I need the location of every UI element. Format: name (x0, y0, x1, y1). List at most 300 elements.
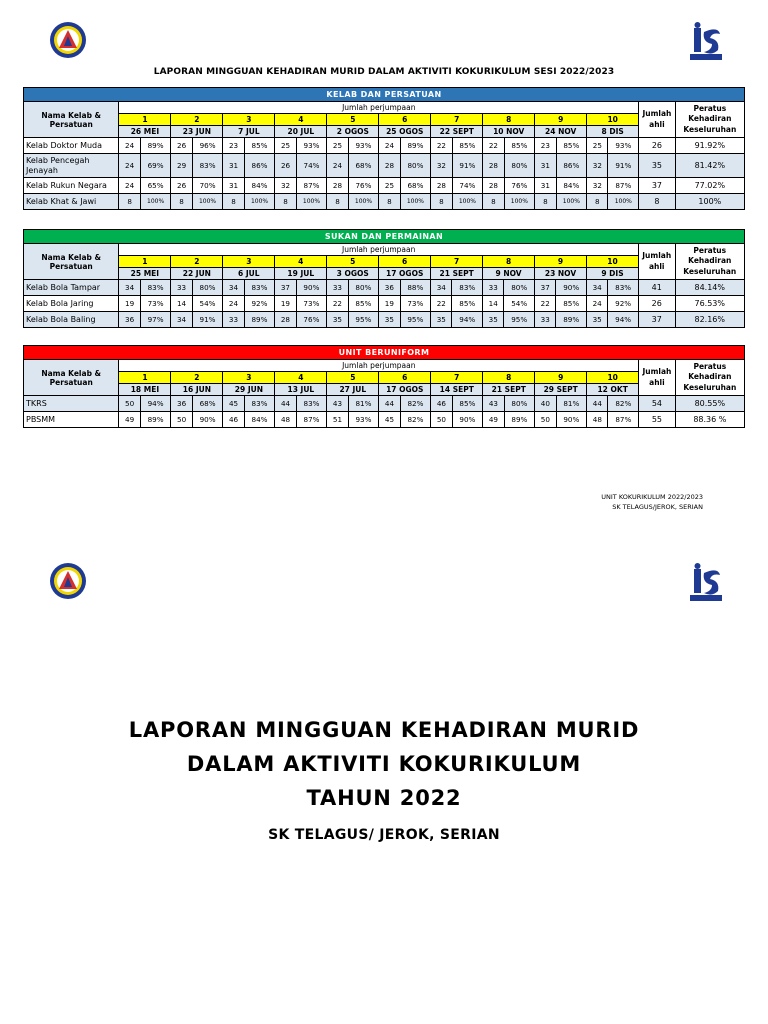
attendance-percent: 95% (348, 312, 379, 328)
attendance-count: 8 (223, 194, 244, 210)
cover-title (0, 713, 768, 815)
meeting-date: 16 JUN (171, 384, 223, 396)
attendance-count: 51 (327, 412, 348, 428)
attendance-percent: 92% (244, 296, 275, 312)
attendance-table (23, 229, 745, 328)
attendance-count: 43 (483, 396, 504, 412)
overall-percent: 100% (675, 194, 744, 210)
attendance-count: 34 (587, 280, 608, 296)
attendance-count: 8 (327, 194, 348, 210)
attendance-percent: 65% (140, 178, 171, 194)
member-count: 26 (639, 138, 676, 154)
attendance-percent: 93% (296, 138, 327, 154)
week-number: 3 (223, 256, 275, 268)
attendance-percent: 80% (504, 154, 535, 178)
week-number: 2 (171, 256, 223, 268)
attendance-count: 50 (431, 412, 452, 428)
overall-percent: 82.16% (675, 312, 745, 328)
attendance-percent: 85% (556, 296, 587, 312)
week-number: 2 (171, 114, 223, 126)
week-number: 8 (483, 372, 535, 384)
attendance-count: 8 (119, 194, 140, 210)
attendance-percent: 84% (244, 178, 275, 194)
attendance-percent: 100% (244, 194, 275, 210)
attendance-percent: 92% (608, 296, 639, 312)
overall-percent: 91.92% (675, 138, 744, 154)
attendance-count: 34 (431, 280, 452, 296)
attendance-percent: 87% (608, 412, 639, 428)
attendance-count: 48 (275, 412, 296, 428)
attendance-percent: 90% (296, 280, 327, 296)
week-number: 5 (327, 256, 379, 268)
attendance-count: 45 (223, 396, 244, 412)
attendance-count: 24 (379, 138, 400, 154)
attendance-count: 8 (171, 194, 192, 210)
meeting-date: 21 SEPT (483, 384, 535, 396)
attendance-percent: 54% (504, 296, 535, 312)
week-number: 1 (119, 372, 171, 384)
attendance-percent: 93% (348, 138, 379, 154)
attendance-count: 26 (171, 138, 192, 154)
attendance-percent: 88% (400, 280, 431, 296)
attendance-percent: 94% (608, 312, 639, 328)
attendance-percent: 85% (348, 296, 379, 312)
member-count: 41 (638, 280, 675, 296)
attendance-count: 24 (119, 178, 140, 194)
meeting-date: 23 JUN (171, 126, 223, 138)
attendance-count: 14 (171, 296, 192, 312)
meeting-date: 27 JUL (327, 384, 379, 396)
attendance-count: 35 (483, 312, 504, 328)
attendance-percent: 73% (296, 296, 327, 312)
member-count: 37 (638, 312, 675, 328)
attendance-percent: 68% (192, 396, 223, 412)
attendance-percent: 100% (400, 194, 431, 210)
club-name: Kelab Bola Tampar (24, 280, 119, 296)
attendance-count: 44 (587, 396, 608, 412)
week-number: 7 (431, 372, 483, 384)
meeting-date: 7 JUL (223, 126, 275, 138)
attendance-percent: 83% (244, 280, 275, 296)
meeting-date: 8 DIS (587, 126, 639, 138)
attendance-count: 28 (327, 178, 348, 194)
attendance-count: 29 (171, 154, 192, 178)
attendance-count: 22 (431, 296, 452, 312)
attendance-count: 43 (327, 396, 348, 412)
attendance-percent: 80% (192, 280, 223, 296)
attendance-count: 24 (223, 296, 244, 312)
week-number: 9 (535, 114, 587, 126)
week-number: 1 (119, 256, 171, 268)
attendance-count: 32 (275, 178, 296, 194)
attendance-count: 22 (327, 296, 348, 312)
meeting-date: 14 SEPT (431, 384, 483, 396)
attendance-count: 19 (275, 296, 296, 312)
attendance-percent: 100% (504, 194, 535, 210)
member-count: 54 (639, 396, 676, 412)
attendance-percent: 70% (192, 178, 223, 194)
week-number: 8 (483, 114, 535, 126)
attendance-percent: 91% (452, 154, 483, 178)
member-count: 26 (638, 296, 675, 312)
club-name: Kelab Pencegah Jenayah (24, 154, 119, 178)
attendance-count: 23 (535, 138, 556, 154)
attendance-count: 26 (275, 154, 296, 178)
club-name: Kelab Bola Jaring (24, 296, 119, 312)
overall-percent: 76.53% (675, 296, 745, 312)
column-header-jumlah-ahli: Jumlah ahli (639, 360, 676, 396)
attendance-percent: 97% (140, 312, 171, 328)
meeting-date: 25 OGOS (379, 126, 431, 138)
attendance-count: 8 (431, 194, 452, 210)
attendance-percent: 73% (400, 296, 431, 312)
member-count: 37 (639, 178, 676, 194)
attendance-percent: 93% (348, 412, 379, 428)
attendance-percent: 93% (608, 138, 639, 154)
week-number: 4 (275, 114, 327, 126)
section-title: UNIT BERUNIFORM (24, 346, 745, 360)
overall-percent: 84.14% (675, 280, 745, 296)
attendance-percent: 85% (452, 296, 483, 312)
week-number: 3 (223, 372, 275, 384)
attendance-percent: 84% (244, 412, 275, 428)
attendance-count: 28 (431, 178, 452, 194)
cover-school-name: SK TELAGUS/ JEROK, SERIAN (268, 827, 500, 843)
meeting-date: 17 OGOS (379, 384, 431, 396)
cover-title-line-3: TAHUN 2022 (306, 786, 462, 810)
attendance-percent: 83% (296, 396, 327, 412)
week-number: 6 (379, 114, 431, 126)
member-count: 8 (639, 194, 676, 210)
attendance-percent: 83% (244, 396, 275, 412)
column-header-jumlah-perjumpaan: Jumlah perjumpaan (119, 360, 639, 372)
meeting-date: 9 DIS (587, 268, 639, 280)
attendance-percent: 83% (140, 280, 171, 296)
footer-line-1: UNIT KOKURIKULUM 2022/2023 (601, 493, 703, 501)
meeting-date: 9 NOV (483, 268, 535, 280)
attendance-count: 28 (275, 312, 296, 328)
column-header-name: Nama Kelab & Persatuan (24, 102, 119, 138)
attendance-count: 48 (587, 412, 608, 428)
attendance-percent: 95% (400, 312, 431, 328)
attendance-count: 25 (379, 178, 400, 194)
attendance-count: 36 (119, 312, 140, 328)
attendance-percent: 82% (608, 396, 639, 412)
attendance-count: 46 (431, 396, 452, 412)
attendance-count: 8 (535, 194, 556, 210)
table-row (24, 412, 745, 428)
week-number: 4 (275, 372, 327, 384)
table-row (24, 280, 745, 296)
attendance-percent: 73% (140, 296, 171, 312)
table-row (24, 178, 745, 194)
attendance-percent: 100% (296, 194, 327, 210)
kpm-logo (688, 563, 724, 603)
attendance-count: 25 (327, 138, 348, 154)
club-name: Kelab Rukun Negara (24, 178, 119, 194)
attendance-percent: 100% (608, 194, 639, 210)
attendance-percent: 81% (556, 396, 587, 412)
attendance-count: 35 (327, 312, 348, 328)
attendance-percent: 85% (556, 138, 587, 154)
attendance-count: 32 (431, 154, 452, 178)
week-number: 9 (535, 372, 587, 384)
attendance-percent: 100% (556, 194, 587, 210)
column-header-jumlah-ahli: Jumlah ahli (639, 102, 676, 138)
attendance-count: 35 (431, 312, 452, 328)
attendance-percent: 90% (556, 412, 587, 428)
column-header-peratus: Peratus Kehadiran Keseluruhan (675, 244, 745, 280)
attendance-percent: 89% (556, 312, 587, 328)
attendance-percent: 90% (556, 280, 587, 296)
attendance-count: 8 (483, 194, 504, 210)
overall-percent: 88.36 % (675, 412, 744, 428)
attendance-count: 44 (275, 396, 296, 412)
attendance-count: 37 (275, 280, 296, 296)
attendance-percent: 68% (348, 154, 379, 178)
attendance-count: 24 (327, 154, 348, 178)
school-crest-logo (49, 562, 87, 600)
meeting-date: 29 JUN (223, 384, 275, 396)
attendance-percent: 85% (452, 138, 483, 154)
footer-line-2: SK TELAGUS/JEROK, SERIAN (612, 503, 703, 512)
week-number: 6 (379, 256, 431, 268)
week-number: 1 (119, 114, 171, 126)
week-number: 10 (587, 114, 639, 126)
table-row (24, 396, 745, 412)
cover-title-line-2: DALAM AKTIVITI KOKURIKULUM (186, 752, 582, 776)
attendance-count: 40 (535, 396, 556, 412)
attendance-count: 36 (379, 280, 400, 296)
attendance-count: 22 (483, 138, 504, 154)
attendance-percent: 86% (244, 154, 275, 178)
meeting-date: 12 OKT (587, 384, 639, 396)
meeting-date: 22 SEPT (431, 126, 483, 138)
attendance-percent: 91% (608, 154, 639, 178)
column-header-name: Nama Kelab & Persatuan (24, 244, 119, 280)
attendance-percent: 68% (400, 178, 431, 194)
attendance-count: 50 (171, 412, 192, 428)
attendance-count: 49 (119, 412, 140, 428)
attendance-count: 28 (483, 154, 504, 178)
attendance-percent: 89% (244, 312, 275, 328)
attendance-count: 22 (431, 138, 452, 154)
club-name: Kelab Bola Baling (24, 312, 119, 328)
attendance-percent: 91% (192, 312, 223, 328)
table-row (24, 138, 745, 154)
attendance-percent: 94% (140, 396, 171, 412)
week-number: 4 (275, 256, 327, 268)
attendance-percent: 83% (608, 280, 639, 296)
attendance-count: 24 (587, 296, 608, 312)
attendance-count: 28 (483, 178, 504, 194)
attendance-count: 31 (223, 154, 244, 178)
attendance-percent: 87% (608, 178, 639, 194)
attendance-percent: 87% (296, 178, 327, 194)
attendance-percent: 80% (348, 280, 379, 296)
meeting-date: 29 SEPT (535, 384, 587, 396)
week-number: 5 (327, 372, 379, 384)
attendance-percent: 80% (400, 154, 431, 178)
attendance-table (23, 87, 745, 210)
attendance-percent: 85% (504, 138, 535, 154)
attendance-percent: 96% (192, 138, 223, 154)
week-number: 5 (327, 114, 379, 126)
meeting-date: 13 JUL (275, 384, 327, 396)
club-name: TKRS (24, 396, 119, 412)
attendance-percent: 100% (452, 194, 483, 210)
cover-title-line-1: LAPORAN MINGGUAN KEHADIRAN MURID (128, 718, 640, 742)
attendance-count: 25 (587, 138, 608, 154)
attendance-count: 31 (535, 154, 556, 178)
attendance-percent: 87% (296, 412, 327, 428)
table-row (24, 194, 745, 210)
meeting-date: 21 SEPT (431, 268, 483, 280)
attendance-percent: 84% (556, 178, 587, 194)
attendance-count: 45 (379, 412, 400, 428)
week-number: 10 (587, 256, 639, 268)
attendance-count: 44 (379, 396, 400, 412)
attendance-percent: 76% (504, 178, 535, 194)
section-title: SUKAN DAN PERMAINAN (24, 230, 745, 244)
attendance-count: 37 (535, 280, 556, 296)
attendance-count: 33 (483, 280, 504, 296)
week-number: 10 (587, 372, 639, 384)
attendance-percent: 90% (192, 412, 223, 428)
week-number: 2 (171, 372, 223, 384)
attendance-count: 32 (587, 154, 608, 178)
week-number: 8 (483, 256, 535, 268)
attendance-count: 36 (171, 396, 192, 412)
table-row (24, 296, 745, 312)
attendance-count: 33 (327, 280, 348, 296)
table-row (24, 312, 745, 328)
attendance-count: 25 (275, 138, 296, 154)
attendance-count: 33 (223, 312, 244, 328)
attendance-count: 28 (379, 154, 400, 178)
attendance-percent: 89% (140, 138, 171, 154)
overall-percent: 77.02% (675, 178, 744, 194)
attendance-count: 31 (535, 178, 556, 194)
attendance-count: 33 (171, 280, 192, 296)
attendance-count: 23 (223, 138, 244, 154)
attendance-count: 50 (119, 396, 140, 412)
attendance-percent: 69% (140, 154, 171, 178)
attendance-percent: 83% (452, 280, 483, 296)
club-name: PBSMM (24, 412, 119, 428)
attendance-percent: 100% (140, 194, 171, 210)
attendance-count: 22 (535, 296, 556, 312)
meeting-date: 19 JUL (275, 268, 327, 280)
column-header-jumlah-perjumpaan: Jumlah perjumpaan (119, 244, 639, 256)
attendance-table (23, 345, 745, 428)
attendance-count: 24 (119, 154, 140, 178)
attendance-count: 19 (119, 296, 140, 312)
attendance-percent: 74% (452, 178, 483, 194)
overall-percent: 81.42% (675, 154, 744, 178)
attendance-percent: 80% (504, 280, 535, 296)
attendance-count: 8 (275, 194, 296, 210)
week-number: 7 (431, 114, 483, 126)
meeting-date: 24 NOV (535, 126, 587, 138)
attendance-percent: 54% (192, 296, 223, 312)
column-header-jumlah-perjumpaan: Jumlah perjumpaan (119, 102, 639, 114)
week-number: 3 (223, 114, 275, 126)
week-number: 6 (379, 372, 431, 384)
attendance-count: 34 (119, 280, 140, 296)
attendance-percent: 100% (348, 194, 379, 210)
attendance-count: 33 (535, 312, 556, 328)
school-crest-logo (49, 21, 87, 59)
attendance-percent: 74% (296, 154, 327, 178)
attendance-percent: 76% (348, 178, 379, 194)
meeting-date: 20 JUL (275, 126, 327, 138)
meeting-date: 2 OGOS (327, 126, 379, 138)
attendance-count: 24 (119, 138, 140, 154)
table-row (24, 154, 745, 178)
attendance-count: 14 (483, 296, 504, 312)
attendance-percent: 100% (192, 194, 223, 210)
overall-percent: 80.55% (675, 396, 744, 412)
meeting-date: 3 OGOS (327, 268, 379, 280)
column-header-peratus: Peratus Kehadiran Keseluruhan (675, 102, 744, 138)
attendance-percent: 83% (192, 154, 223, 178)
attendance-percent: 86% (556, 154, 587, 178)
attendance-percent: 85% (244, 138, 275, 154)
attendance-count: 49 (483, 412, 504, 428)
meeting-date: 22 JUN (171, 268, 223, 280)
attendance-count: 50 (535, 412, 556, 428)
attendance-count: 35 (379, 312, 400, 328)
attendance-count: 31 (223, 178, 244, 194)
week-number: 7 (431, 256, 483, 268)
attendance-count: 46 (223, 412, 244, 428)
attendance-percent: 82% (400, 412, 431, 428)
attendance-count: 8 (379, 194, 400, 210)
attendance-percent: 81% (348, 396, 379, 412)
attendance-percent: 95% (504, 312, 535, 328)
attendance-percent: 94% (452, 312, 483, 328)
attendance-count: 34 (223, 280, 244, 296)
member-count: 35 (639, 154, 676, 178)
footer-unit (560, 492, 703, 513)
attendance-percent: 85% (452, 396, 483, 412)
attendance-percent: 89% (400, 138, 431, 154)
attendance-count: 26 (171, 178, 192, 194)
attendance-count: 19 (379, 296, 400, 312)
attendance-percent: 80% (504, 396, 535, 412)
meeting-date: 23 NOV (535, 268, 587, 280)
attendance-percent: 76% (296, 312, 327, 328)
attendance-percent: 82% (400, 396, 431, 412)
attendance-percent: 89% (504, 412, 535, 428)
meeting-date: 6 JUL (223, 268, 275, 280)
attendance-count: 32 (587, 178, 608, 194)
meeting-date: 18 MEI (119, 384, 171, 396)
attendance-count: 34 (171, 312, 192, 328)
report-title: LAPORAN MINGGUAN KEHADIRAN MURID DALAM AKTIVITI KOKURIKULUM SESI 2022/2023 (153, 67, 615, 77)
attendance-count: 8 (587, 194, 608, 210)
meeting-date: 17 OGOS (379, 268, 431, 280)
section-title: KELAB DAN PERSATUAN (24, 88, 745, 102)
meeting-date: 26 MEI (119, 126, 171, 138)
meeting-date: 25 MEI (119, 268, 171, 280)
club-name: Kelab Doktor Muda (24, 138, 119, 154)
club-name: Kelab Khat & Jawi (24, 194, 119, 210)
attendance-percent: 90% (452, 412, 483, 428)
kpm-logo (688, 22, 724, 62)
meeting-date: 10 NOV (483, 126, 535, 138)
